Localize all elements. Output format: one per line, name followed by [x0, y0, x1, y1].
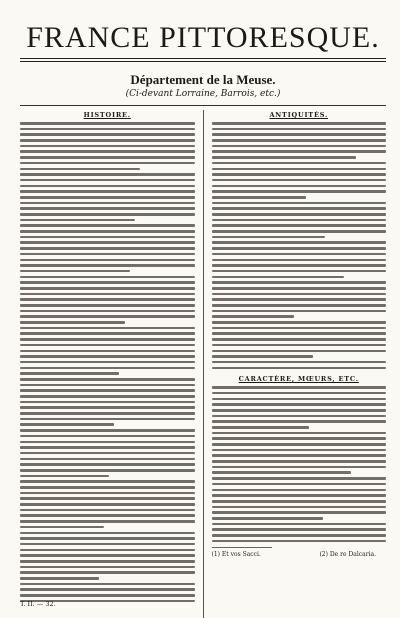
text-line — [20, 594, 195, 597]
text-line — [212, 304, 387, 307]
column-divider — [203, 110, 204, 618]
text-line — [212, 196, 306, 199]
text-line — [20, 503, 195, 506]
text-line — [212, 460, 387, 463]
text-line — [20, 577, 99, 580]
text-line — [212, 517, 324, 520]
text-line — [20, 287, 195, 290]
text-line — [20, 281, 195, 284]
text-line — [212, 511, 387, 514]
section-heading-history: HISTOIRE. — [83, 111, 131, 119]
section-heading-antiquities: ANTIQUITÉS. — [269, 111, 329, 119]
text-line — [20, 139, 195, 142]
text-line — [20, 566, 195, 569]
text-line — [20, 190, 195, 193]
text-line — [212, 443, 387, 446]
text-line — [20, 514, 195, 517]
text-line — [212, 449, 387, 452]
text-line — [20, 202, 195, 205]
text-line — [20, 406, 195, 409]
text-line — [20, 304, 195, 307]
text-line — [20, 395, 195, 398]
text-line — [20, 122, 195, 125]
text-line — [20, 230, 195, 233]
text-line — [212, 350, 387, 353]
right-column — [212, 110, 387, 618]
text-line — [20, 350, 195, 353]
text-line — [20, 480, 195, 483]
text-line — [212, 361, 387, 364]
text-line — [20, 372, 119, 375]
text-line — [212, 270, 387, 273]
text-line — [212, 494, 387, 497]
antiquities-text-block — [212, 122, 387, 369]
text-line — [20, 560, 195, 563]
text-line — [212, 344, 387, 347]
text-line — [212, 287, 387, 290]
text-line — [212, 150, 387, 153]
text-line — [20, 207, 195, 210]
text-line — [20, 520, 195, 523]
text-line — [20, 173, 195, 176]
text-line — [212, 298, 387, 301]
text-line — [20, 133, 195, 136]
text-line — [20, 321, 125, 324]
text-line — [20, 435, 195, 438]
text-line — [20, 526, 104, 529]
text-line — [212, 162, 387, 165]
text-line — [212, 310, 387, 313]
text-line — [20, 543, 195, 546]
text-line — [20, 196, 195, 199]
text-line — [20, 259, 195, 262]
text-line — [20, 293, 195, 296]
character-text-block — [212, 386, 387, 542]
text-line — [20, 401, 195, 404]
text-line — [212, 523, 387, 526]
text-line — [212, 122, 387, 125]
text-line — [212, 332, 387, 335]
text-line — [20, 509, 195, 512]
text-line — [212, 259, 387, 262]
text-line — [212, 338, 387, 341]
text-line — [20, 253, 195, 256]
text-line — [20, 475, 109, 478]
department-title: Département de la Meuse. — [130, 72, 276, 87]
text-line — [212, 437, 387, 440]
text-line — [20, 128, 195, 131]
text-line — [20, 276, 195, 279]
text-line — [212, 392, 387, 395]
history-text-block — [20, 122, 195, 602]
text-line — [20, 338, 195, 341]
text-line — [20, 452, 195, 455]
text-line — [20, 583, 195, 586]
text-line — [212, 179, 387, 182]
text-line — [20, 179, 195, 182]
text-line — [212, 185, 387, 188]
text-line — [212, 293, 387, 296]
text-line — [20, 441, 195, 444]
text-line — [212, 207, 387, 210]
text-line — [212, 454, 387, 457]
text-line — [212, 432, 387, 435]
text-line — [212, 247, 387, 250]
text-line — [20, 241, 195, 244]
text-line — [212, 426, 310, 429]
text-line — [20, 224, 195, 227]
text-line — [212, 415, 387, 418]
left-column — [20, 110, 195, 618]
text-line — [212, 264, 387, 267]
text-line — [212, 236, 325, 239]
text-line — [212, 534, 387, 537]
text-line — [20, 429, 195, 432]
text-line — [212, 281, 387, 284]
text-line — [20, 571, 195, 574]
text-line — [212, 466, 387, 469]
text-line — [212, 128, 387, 131]
text-line — [20, 554, 195, 557]
text-line — [212, 230, 387, 233]
text-line — [212, 327, 387, 330]
text-line — [20, 458, 195, 461]
text-line — [212, 241, 387, 244]
text-line — [20, 344, 195, 347]
text-line — [212, 355, 313, 358]
text-line — [20, 378, 195, 381]
text-line — [20, 213, 195, 216]
text-line — [20, 315, 195, 318]
text-line — [212, 471, 352, 474]
text-line — [20, 492, 195, 495]
text-line — [20, 150, 195, 153]
text-line — [20, 367, 195, 370]
text-line — [20, 156, 195, 159]
text-line — [20, 168, 140, 171]
text-line — [20, 549, 195, 552]
text-line — [212, 173, 387, 176]
text-line — [212, 477, 387, 480]
text-line — [20, 446, 195, 449]
text-line — [20, 486, 195, 489]
text-line — [212, 133, 387, 136]
footnotes — [212, 551, 387, 558]
text-line — [212, 420, 387, 423]
title-rule — [20, 105, 386, 106]
text-line — [212, 145, 387, 148]
text-line — [20, 412, 195, 415]
footnote-2: (2) De re Dalcaria. — [319, 551, 376, 559]
text-line — [20, 384, 195, 387]
text-line — [20, 332, 195, 335]
text-line — [212, 386, 387, 389]
text-line — [212, 168, 387, 171]
text-line — [212, 315, 294, 318]
text-line — [20, 423, 114, 426]
text-line — [20, 537, 195, 540]
text-line — [212, 367, 387, 370]
masthead: FRANCE PITTORESQUE. — [26, 21, 380, 54]
text-line — [20, 185, 195, 188]
text-line — [212, 409, 387, 412]
section-heading-character: CARACTÈRE, MŒURS, ETC. — [238, 375, 359, 384]
text-line — [20, 219, 135, 222]
text-line — [212, 139, 387, 142]
text-line — [212, 489, 387, 492]
text-line — [20, 355, 195, 358]
text-line — [20, 361, 195, 364]
text-line — [212, 156, 357, 159]
text-line — [20, 162, 195, 165]
text-line — [212, 253, 387, 256]
text-line — [20, 145, 195, 148]
text-line — [20, 264, 195, 267]
footnote-1: (1) Et vos Sacci. — [211, 551, 261, 559]
text-line — [20, 298, 195, 301]
text-line — [212, 403, 387, 406]
text-line — [20, 469, 195, 472]
text-line — [212, 219, 387, 222]
text-line — [212, 483, 387, 486]
text-line — [20, 270, 130, 273]
text-line — [212, 213, 387, 216]
text-line — [212, 528, 387, 531]
text-line — [20, 532, 195, 535]
text-line — [212, 321, 387, 324]
text-line — [20, 463, 195, 466]
text-line — [20, 247, 195, 250]
text-columns — [20, 110, 386, 618]
text-line — [212, 276, 345, 279]
text-line — [212, 398, 387, 401]
text-line — [212, 540, 387, 543]
text-line — [212, 190, 387, 193]
footnote-rule — [212, 547, 272, 548]
text-line — [212, 224, 387, 227]
text-line — [20, 497, 195, 500]
text-line — [20, 310, 195, 313]
text-line — [20, 389, 195, 392]
page-signature: T. II. — 32. — [20, 600, 56, 608]
text-line — [212, 506, 387, 509]
text-line — [212, 202, 387, 205]
department-subtitle: (Ci-devant Lorraine, Barrois, etc.) — [125, 89, 281, 99]
text-line — [20, 588, 195, 591]
text-line — [212, 500, 387, 503]
masthead-rule — [20, 58, 386, 62]
text-line — [20, 236, 195, 239]
text-line — [20, 418, 195, 421]
text-line — [20, 327, 195, 330]
